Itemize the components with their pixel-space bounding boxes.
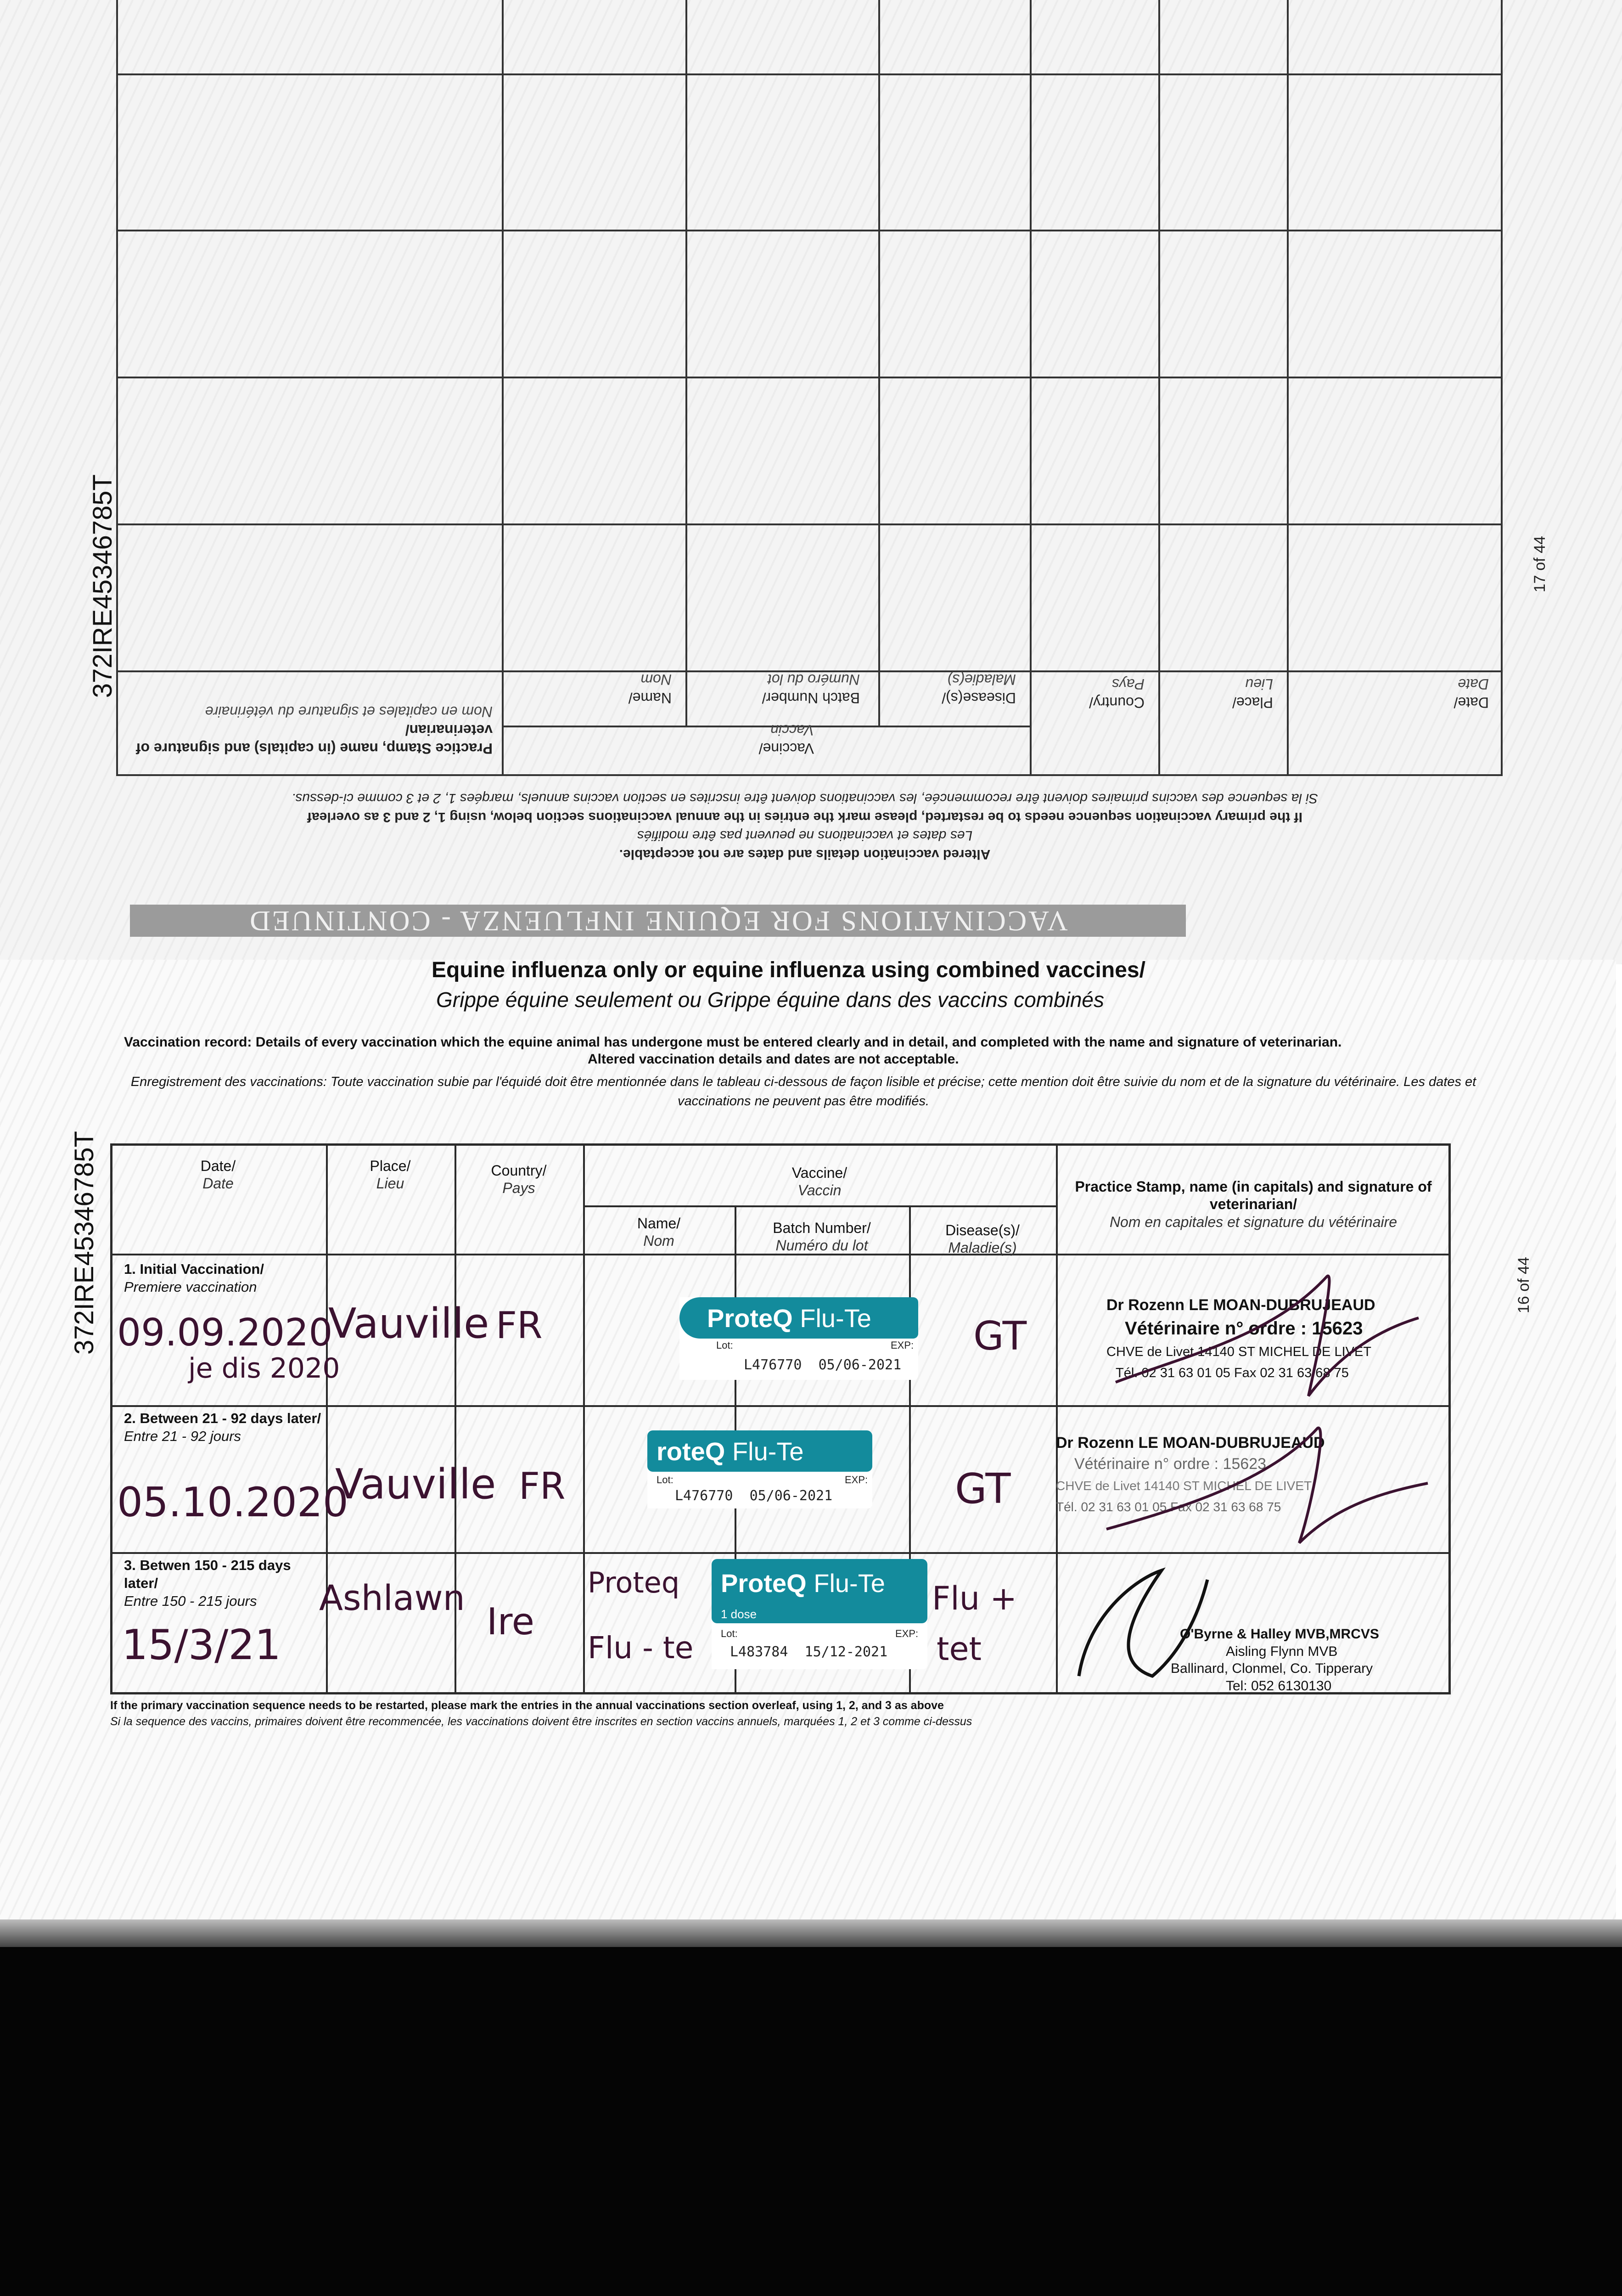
row-2-label-fr: Entre 21 - 92 jours (124, 1428, 241, 1444)
upper-notes (162, 789, 1448, 863)
upper-head-stamp-en: Practice Stamp, name (in capitals) and signature of veterinarian/ (135, 722, 493, 757)
row-1-label-en: 1. Initial Vaccination/ (124, 1261, 264, 1277)
upper-head-disease-fr: Maladie(s) (947, 671, 1016, 688)
header-disease (909, 1221, 1056, 1257)
stamp-name: Dr Rozenn LE MOAN-DUBRUJEAUD (1056, 1434, 1325, 1452)
upper-head-country-en: Country/ (1089, 694, 1145, 711)
record-instructions: Vaccination record: Details of every vaccination which the equine animal has undergone must be entered clearly and in detail, and completed with the name and signature of veterinarian. (124, 1035, 1342, 1050)
upper-head-vaccine-fr: Vaccin (770, 722, 814, 738)
sticker-lot-number: L476770 (744, 1357, 802, 1373)
sticker-exp-date: 15/12-2021 (804, 1644, 888, 1660)
row-2-label (124, 1410, 321, 1446)
upper-col (1030, 0, 1158, 776)
upper-head-country-fr: Pays (1111, 676, 1145, 692)
row-1-signature (1097, 1263, 1446, 1414)
row-3-label-en: 3. Betwen 150 - 215 days later/ (124, 1557, 291, 1591)
header-vaccine-fr: Vaccin (797, 1182, 842, 1199)
header-place-fr: Lieu (376, 1175, 404, 1192)
upper-col (685, 0, 878, 726)
header-place (326, 1157, 455, 1193)
upper-note-fr-1: Les dates et vaccinations ne peuvent pas être modifiés (637, 828, 973, 844)
sticker-lot (744, 1357, 901, 1373)
upper-head-name (629, 670, 672, 707)
row-2-place: Vauville (335, 1460, 496, 1508)
header-vaccine (583, 1164, 1056, 1199)
sticker-exp-date: 05/06-2021 (749, 1488, 833, 1504)
header-stamp-en: Practice Stamp, name (in capitals) and signature of veterinarian/ (1075, 1178, 1432, 1213)
page-title-fr: Grippe équine seulement ou Grippe équine dans des vaccins combinés (436, 988, 1104, 1012)
header-vaccine-en: Vaccine/ (791, 1165, 847, 1181)
header-stamp (1056, 1178, 1451, 1231)
stamp-order: Vétérinaire n° ordre : 15623 (1125, 1318, 1363, 1339)
header-stamp-fr: Nom en capitales et signature du vétérinaire (1109, 1213, 1398, 1230)
sticker-lot-number: L476770 (675, 1488, 733, 1504)
header-batch (735, 1219, 909, 1255)
upper-head-name-fr: Nom (640, 671, 672, 688)
header-batch-fr: Numéro du lot (775, 1237, 868, 1254)
upper-page-number: 17 of 44 (1531, 536, 1549, 592)
upper-note-fr-2: Si la sequence des vaccins primaires doivent être recommencée, les vaccinations doivent être inscrites en section vaccins annuels, marqées 1, 2 et 3 comme ci-dessus. (291, 791, 1319, 806)
stamp-address: Ballinard, Clonmel, Co. Tipperary (1171, 1661, 1373, 1676)
upper-head-batch (762, 670, 860, 707)
row-1-label-fr: Premiere vaccination (124, 1278, 257, 1295)
sticker-product: Flu-Te (732, 1436, 804, 1466)
upper-col (1287, 0, 1503, 776)
row-3-label (124, 1557, 321, 1610)
row-3-name-hw-2: Flu - te (588, 1630, 694, 1666)
sticker-lot (730, 1644, 887, 1660)
header-name (583, 1215, 735, 1250)
row-2-signature (1097, 1419, 1446, 1557)
row-1-label (124, 1261, 321, 1296)
row-3-country: Ire (487, 1600, 534, 1643)
upper-head-stamp-fr: Nom en capitales et signature du vétérinaire (205, 703, 493, 720)
header-name-en: Name/ (637, 1215, 681, 1232)
upper-head-place-fr: Lieu (1245, 676, 1273, 692)
sticker-exp-label: EXP: (845, 1474, 868, 1486)
sticker-lot-label: Lot: (716, 1339, 733, 1351)
record-instructions-fr: Enregistrement des vaccinations: Toute vaccination subie par l'équidé doit être mentionnée dans le tableau ci-dessous de façon lisible et précise; cette mention doit être suivie du nom et de la signature du vétérinaire. Les dates et vaccinations ne peuvent pas être modifiés. (130, 1075, 1476, 1109)
footer-note: If the primary vaccination sequence needs to be restarted, please mark the entries in the annual vaccinations section overleaf, using 1, 2, and 3 as above (110, 1699, 944, 1712)
sticker-lot-number: L483784 (730, 1644, 788, 1660)
upper-head-disease (942, 670, 1016, 707)
stamp-address: CHVE de Livet 14140 ST MICHEL DE LIVET (1056, 1478, 1312, 1493)
vaccination-table (110, 1143, 1451, 1694)
upper-head-date (1454, 675, 1489, 712)
stamp-name: Dr Rozenn LE MOAN-DUBRUJEAUD (1106, 1296, 1375, 1314)
row-2-country: FR (519, 1465, 566, 1508)
scan-background (0, 1947, 1622, 2296)
sticker-band (679, 1297, 918, 1339)
sticker-lot-label: Lot: (721, 1628, 738, 1639)
page-title: Equine influenza only or equine influenza using combined vaccines/ (432, 958, 1145, 982)
row-3-place: Ashlawn (319, 1577, 465, 1618)
grid-line (583, 1205, 1056, 1207)
header-name-fr: Nom (643, 1232, 674, 1249)
stamp-phone: Tel: 052 6130130 (1226, 1678, 1332, 1694)
stamp-address: CHVE de Livet 14140 ST MICHEL DE LIVET (1106, 1344, 1372, 1359)
sticker-exp-label: EXP: (895, 1628, 919, 1639)
sticker-lot (675, 1488, 832, 1504)
row-2-label-en: 2. Between 21 - 92 days later/ (124, 1410, 321, 1426)
header-country (455, 1162, 583, 1197)
header-date-fr: Date (202, 1175, 234, 1192)
header-date (110, 1157, 326, 1193)
row-3-disease-2: tet (937, 1630, 982, 1668)
upper-document-id: 372IRE45346785T (88, 474, 118, 698)
upper-head-name-en: Name/ (628, 690, 672, 706)
upper-note-en-2: If the primary vaccination sequence needs to be restarted, please mark the entries in the annual vaccinations section below, using 1, 2 and 3 as overleaf (307, 810, 1302, 825)
sticker-brand: roteQ (657, 1436, 725, 1466)
upper-head-vaccine-en: Vaccine/ (758, 740, 814, 757)
upper-empty-table (116, 0, 1503, 776)
row-1-date: 09.09.2020 (117, 1311, 333, 1355)
row-1-place: Vauville (328, 1300, 489, 1348)
sticker-exp-label: EXP: (891, 1339, 914, 1351)
upper-col (1158, 0, 1287, 776)
header-place-en: Place/ (370, 1158, 411, 1174)
row-1-disease: GT (973, 1313, 1027, 1359)
sticker-lot-label: Lot: (657, 1474, 673, 1486)
row-2-disease: GT (955, 1465, 1011, 1513)
row-1-date-correction: je dis 2020 (188, 1352, 340, 1384)
upper-note-en-1: Altered vaccination details and dates are not acceptable. (619, 847, 991, 862)
sticker-brand: ProteQ (721, 1569, 807, 1598)
upper-head-date-fr: Date (1458, 676, 1489, 692)
row-3-date: 15/3/21 (122, 1621, 281, 1669)
header-disease-en: Disease(s)/ (945, 1222, 1020, 1238)
upper-page-rotated-content (0, 0, 1622, 964)
stamp-order: Vétérinaire n° ordre : 15623 (1074, 1455, 1267, 1473)
upper-head-vaccine (759, 721, 814, 758)
upper-col (878, 0, 1030, 726)
lower-document-id: 372IRE45346785T (69, 1131, 99, 1355)
sticker-product: Flu-Te (800, 1303, 871, 1333)
upper-head-place (1232, 675, 1273, 712)
upper-head-disease-en: Disease(s)/ (942, 690, 1016, 706)
grid-line (110, 1143, 112, 1694)
upper-head-place-en: Place/ (1232, 694, 1273, 711)
header-date-en: Date/ (200, 1158, 236, 1174)
header-country-en: Country/ (491, 1162, 547, 1179)
sticker-exp-date: 05/06-2021 (818, 1357, 902, 1373)
lower-page-number: 16 of 44 (1515, 1257, 1532, 1313)
upper-page (0, 0, 1622, 964)
header-disease-fr: Maladie(s) (948, 1239, 1017, 1256)
stamp-name: O'Byrne & Halley MVB,MRCVS (1180, 1626, 1379, 1642)
row-3-name-hw-1: Proteq (588, 1566, 680, 1599)
stamp-phone: Tél. 02 31 63 01 05 Fax 02 31 63 68 75 (1116, 1365, 1349, 1380)
upper-head-batch-en: Batch Number/ (762, 690, 860, 706)
upper-head-country (1089, 675, 1145, 712)
row-2-vaccine-sticker (647, 1430, 872, 1508)
footer-note-fr: Si la sequence des vaccins, primaires doivent être recommencée, les vaccinations doivent être inscrites en section vaccins annuels, marquées 1, 2 et 3 comme ci-dessus (110, 1715, 972, 1728)
stamp-vet-name: Aisling Flynn MVB (1226, 1643, 1338, 1659)
upper-head-batch-fr: Numéro du lot (768, 671, 860, 688)
sticker-product: Flu-Te (814, 1569, 885, 1598)
row-2-date: 05.10.2020 (117, 1479, 348, 1526)
grid-line (110, 1143, 1451, 1146)
sticker-band (647, 1430, 872, 1472)
row-3-signature (1061, 1561, 1226, 1690)
row-3-disease-1: Flu + (932, 1580, 1017, 1617)
row-1-vaccine-sticker (679, 1297, 918, 1380)
upper-head-stamp (135, 703, 493, 758)
row-1-country: FR (496, 1304, 543, 1347)
record-instructions-2: Altered vaccination details and dates are not acceptable. (588, 1052, 959, 1067)
sticker-brand: ProteQ (707, 1303, 793, 1333)
header-batch-en: Batch Number/ (773, 1220, 871, 1236)
upper-head-date-en: Date/ (1454, 694, 1489, 711)
header-country-fr: Pays (502, 1180, 535, 1197)
sticker-dose: 1 dose (721, 1607, 757, 1621)
upper-col (502, 0, 685, 776)
stamp-phone: Tél. 02 31 63 01 05 Fax 02 31 63 68 75 (1056, 1499, 1281, 1514)
continued-banner: VACCINATIONS FOR EQUINE INFLUENZA - CONTINUED (130, 905, 1186, 937)
row-3-vaccine-sticker (712, 1559, 927, 1669)
row-3-label-fr: Entre 150 - 215 jours (124, 1593, 257, 1609)
